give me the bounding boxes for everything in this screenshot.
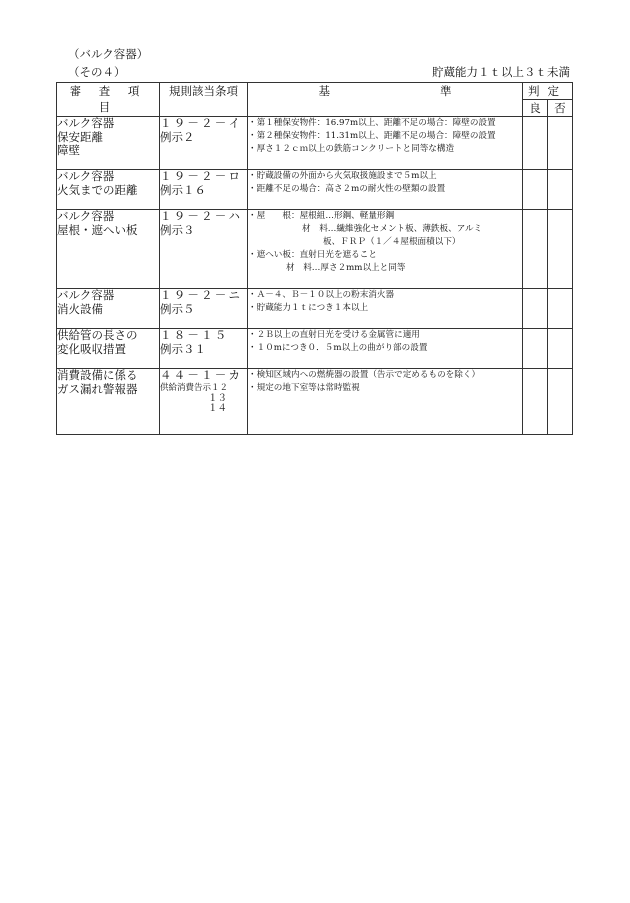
judgment-good-cell[interactable] [523, 210, 548, 289]
judgment-bad-cell[interactable] [548, 289, 573, 329]
criteria-line: 材 料…厚さ２mm以上と同等 [286, 263, 406, 273]
rule-example: 例示２ [160, 129, 195, 144]
item-cell [57, 369, 160, 435]
header-good: 良 [523, 100, 548, 117]
criteria-line: 材 料…繊維強化セメント板、薄鉄板、アルミ [302, 224, 483, 234]
table-row [57, 170, 573, 210]
table-row [57, 117, 573, 170]
criteria-line: ・Ａ－４、Ｂ－１０以上の粉末消火器 [248, 290, 395, 300]
item-line: バルク容器 [57, 288, 115, 302]
criteria-line: 板、ＦＲＰ（１／４屋根面積以下） [323, 237, 461, 247]
criteria-line: ・規定の地下室等は常時監視 [248, 383, 360, 393]
criteria-cell [248, 117, 523, 170]
rule-example: 例示３１ [160, 341, 206, 356]
item-line: バルク容器 [57, 169, 115, 183]
criteria-line: ・第１種保安物件：16.97m以上、距離不足の場合：障壁の設置 [248, 118, 496, 128]
rule-example: 例示３ [160, 222, 195, 237]
rule-example: 例示１６ [160, 182, 206, 197]
item-line: 屋根・遮へい板 [57, 222, 138, 237]
inspection-table [56, 82, 573, 435]
criteria-line: ・貯蔵設備の外面から火気取扱施設まで５m以上 [248, 171, 437, 181]
criteria-line: ・距離不足の場合：高さ２mの耐火性の壁類の設置 [248, 184, 446, 194]
item-line: バルク容器 [57, 116, 115, 130]
rule-number: １９－２－ニ [160, 288, 243, 302]
rule-cell [160, 289, 248, 329]
rule-example: 例示５ [160, 301, 195, 316]
criteria-line: ・屋 根：屋根組…形鋼、軽量形鋼 [248, 211, 395, 221]
item-cell [57, 210, 160, 289]
rule-notice-sub: １３ [208, 392, 228, 404]
table-row [57, 210, 573, 289]
rule-number: １９－２－ハ [160, 209, 243, 223]
criteria-line: ・貯蔵能力１ｔにつき１本以上 [248, 303, 369, 313]
judgment-good-cell[interactable] [523, 369, 548, 435]
item-cell [57, 170, 160, 210]
rule-cell [160, 117, 248, 170]
item-line: 保安距離 [57, 129, 103, 144]
criteria-line: ・遮へい板：直射日光を遮ること [248, 250, 377, 260]
rule-cell [160, 329, 248, 369]
item-line: 消費設備に係る [57, 368, 138, 382]
criteria-line: ・１０mにつき０．５m以上の曲がり部の設置 [248, 343, 428, 353]
category-label: （バルク容器） [68, 47, 149, 61]
header-rule: 規則該当条項 [160, 83, 248, 117]
header-item: 審 査 項 目 [57, 83, 160, 117]
rule-cell [160, 369, 248, 435]
capacity-label: 貯蔵能力１ｔ以上３ｔ未満 [432, 65, 570, 79]
judgment-bad-cell[interactable] [548, 170, 573, 210]
rule-cell [160, 210, 248, 289]
header-basis [248, 83, 523, 117]
criteria-line: ・２Ｂ以上の直射日光を受ける金属管に適用 [248, 330, 420, 340]
header-judgment: 判定 [523, 83, 573, 100]
criteria-cell [248, 210, 523, 289]
criteria-cell [248, 170, 523, 210]
rule-number: ４４－１－カ [160, 368, 243, 382]
item-line: 火気までの距離 [57, 182, 138, 197]
header-basis-left: 基 [318, 84, 330, 98]
judgment-bad-cell[interactable] [548, 329, 573, 369]
criteria-line: ・厚さ１２ｃｍ以上の鉄筋コンクリートと同等な構造 [248, 144, 455, 154]
judgment-bad-cell[interactable] [548, 210, 573, 289]
criteria-cell [248, 289, 523, 329]
rule-cell [160, 170, 248, 210]
item-cell [57, 289, 160, 329]
item-line: ガス漏れ警報器 [57, 381, 138, 396]
item-line: 供給管の長さの [57, 328, 138, 342]
judgment-bad-cell[interactable] [548, 369, 573, 435]
header-bad: 否 [548, 100, 573, 117]
item-line: 変化吸収措置 [57, 341, 126, 356]
criteria-cell [248, 329, 523, 369]
criteria-cell [248, 369, 523, 435]
part-label: （その４） [68, 65, 126, 79]
item-cell [57, 329, 160, 369]
rule-number: １９－２－ロ [160, 169, 243, 183]
item-line: 消火設備 [57, 301, 103, 316]
judgment-good-cell[interactable] [523, 289, 548, 329]
judgment-good-cell[interactable] [523, 329, 548, 369]
rule-number: １８－１５ [160, 328, 229, 342]
item-cell [57, 117, 160, 170]
criteria-line: ・検知区域内への燃焼器の設置（告示で定めるものを除く） [248, 370, 481, 380]
table-row [57, 369, 573, 435]
judgment-good-cell[interactable] [523, 170, 548, 210]
rule-number: １９－２－イ [160, 116, 243, 130]
rule-notice: 供給消費告示１２ [160, 382, 229, 393]
table-row [57, 289, 573, 329]
table-row [57, 329, 573, 369]
header-basis-right: 準 [440, 84, 452, 98]
rule-notice-sub: １４ [208, 402, 228, 414]
item-line: バルク容器 [57, 209, 115, 223]
judgment-good-cell[interactable] [523, 117, 548, 170]
criteria-line: ・第２種保安物件：11.31m以上、距離不足の場合：障壁の設置 [248, 131, 496, 141]
item-line: 障壁 [57, 143, 80, 157]
judgment-bad-cell[interactable] [548, 117, 573, 170]
